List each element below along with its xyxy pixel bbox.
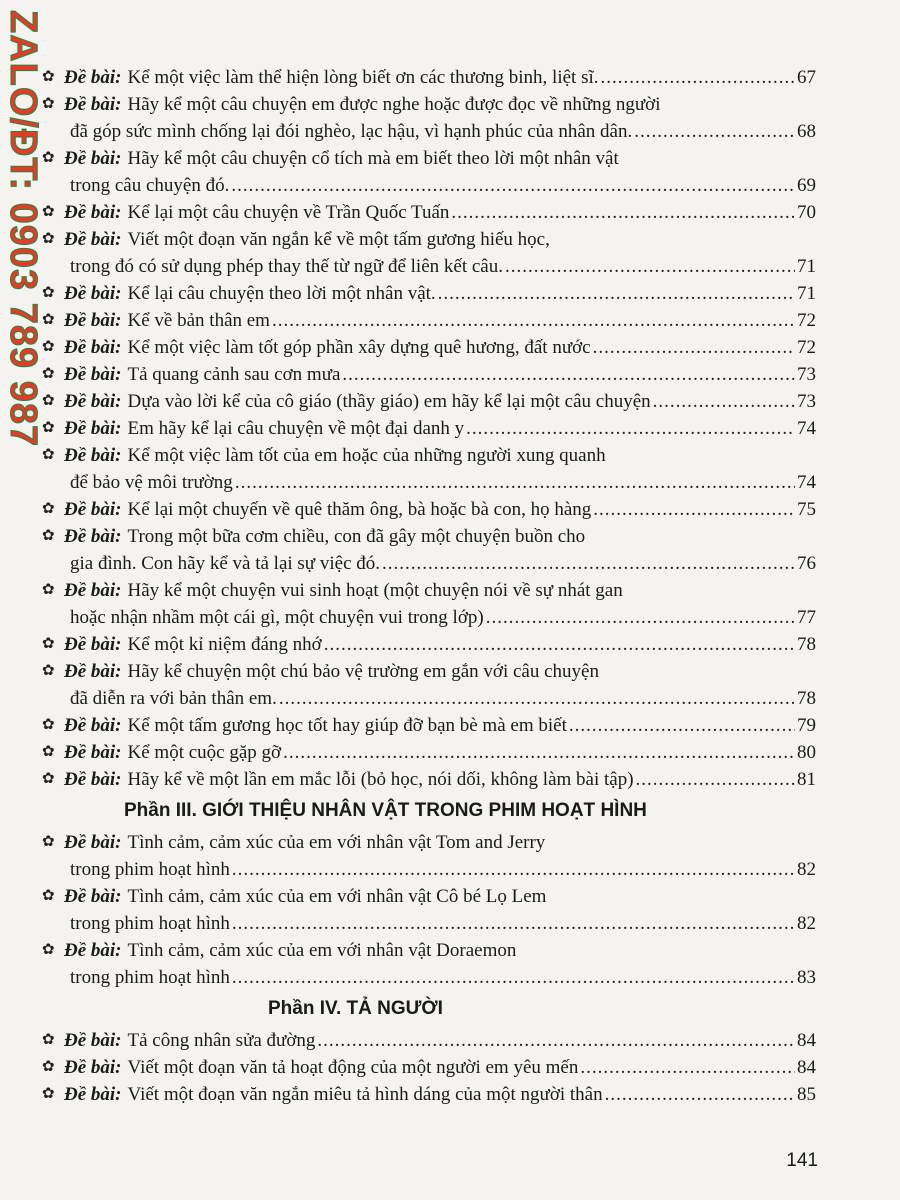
toc-entry (42, 496, 816, 523)
toc-entry (42, 91, 816, 145)
entry-label: Đề bài: (64, 742, 122, 763)
entry-page-number: 68 (797, 121, 816, 142)
entry-page-number: 82 (797, 913, 816, 934)
entry-page-number: 73 (797, 391, 816, 412)
entry-page-number: 80 (797, 742, 816, 763)
entry-label: Đề bài: (64, 715, 122, 736)
entry-page-number: 70 (797, 202, 816, 223)
dot-leader (283, 739, 795, 766)
entry-text: đã góp sức mình chống lại đói nghèo, lạc hậu, vì hạnh phúc của nhân dân. (70, 121, 633, 142)
dot-leader (451, 199, 795, 226)
entry-page-number: 79 (797, 715, 816, 736)
entry-label: Đề bài: (64, 418, 122, 439)
toc-entry-line (64, 172, 816, 199)
flower-bullet-icon: ✿ (42, 942, 55, 958)
flower-bullet-icon: ✿ (42, 69, 55, 85)
entry-page-number: 78 (797, 688, 816, 709)
entry-label: Đề bài: (64, 67, 122, 88)
entry-text: trong phim hoạt hình (70, 913, 230, 934)
flower-bullet-icon: ✿ (42, 150, 55, 166)
entry-text: trong phim hoạt hình (70, 859, 230, 880)
entry-text: đã diễn ra với bản thân em. (70, 688, 277, 709)
entry-label: Đề bài: (64, 202, 122, 223)
entry-text: gia đình. Con hãy kể và tả lại sự việc đó. (70, 553, 381, 574)
entry-label: Đề bài: (64, 391, 122, 412)
entry-label: Đề bài: (64, 1084, 122, 1105)
toc-entry (42, 1027, 816, 1054)
entry-list-part-ii (42, 64, 816, 793)
toc-entry-line (64, 361, 816, 388)
toc-entry (42, 307, 816, 334)
entry-text: Trong một bữa cơm chiều, con đã gây một chuyện buồn cho (127, 526, 586, 547)
toc-entry-line (64, 442, 816, 469)
entry-page-number: 82 (797, 859, 816, 880)
toc-entry-line (64, 766, 816, 793)
entry-page-number: 83 (797, 967, 816, 988)
toc-entry (42, 361, 816, 388)
entry-text: Hãy kể chuyện một chú bảo vệ trường em gắn với câu chuyện (127, 661, 599, 682)
entry-page-number: 74 (797, 472, 816, 493)
toc-entry-line (64, 1054, 816, 1081)
entry-label: Đề bài: (64, 499, 122, 520)
entry-label: Đề bài: (64, 832, 122, 853)
toc-entry (42, 712, 816, 739)
flower-bullet-icon: ✿ (42, 393, 55, 409)
entry-text: Viết một đoạn văn tả hoạt động của một người em yêu mến (127, 1057, 579, 1078)
toc-entry-line (64, 964, 816, 991)
flower-bullet-icon: ✿ (42, 231, 55, 247)
entry-label: Đề bài: (64, 580, 122, 601)
entry-page-number: 72 (797, 310, 816, 331)
toc-entry-line (64, 829, 816, 856)
entry-text: Kể lại câu chuyện theo lời một nhân vật. (127, 283, 436, 304)
flower-bullet-icon: ✿ (42, 1059, 55, 1075)
toc-entry-line (64, 280, 816, 307)
entry-text: Kể một việc làm thể hiện lòng biết ơn các thương binh, liệt sĩ. (127, 67, 599, 88)
toc-entry-line (64, 199, 816, 226)
toc-entry-line (64, 631, 816, 658)
toc-entry-line (64, 253, 816, 280)
entry-text: trong câu chuyện đó. (70, 175, 230, 196)
toc-entry-line (64, 910, 816, 937)
entry-label: Đề bài: (64, 445, 122, 466)
entry-page-number: 72 (797, 337, 816, 358)
toc-entry-line (64, 577, 816, 604)
entry-page-number: 81 (797, 769, 816, 790)
flower-bullet-icon: ✿ (42, 339, 55, 355)
toc-entry-line (64, 118, 816, 145)
entry-page-number: 71 (797, 283, 816, 304)
toc-entry-line (64, 496, 816, 523)
flower-bullet-icon: ✿ (42, 420, 55, 436)
toc-entry-line (64, 91, 816, 118)
toc-entry-line (64, 1027, 816, 1054)
dot-leader (232, 964, 795, 991)
toc-entry (42, 631, 816, 658)
watermark-phone: ZALO/ĐT: 0903 789 987 (2, 10, 44, 448)
entry-list-part-iii (42, 829, 816, 991)
entry-label: Đề bài: (64, 283, 122, 304)
toc-entry (42, 226, 816, 280)
flower-bullet-icon: ✿ (42, 888, 55, 904)
toc-entry (42, 1054, 816, 1081)
toc-entry (42, 388, 816, 415)
toc-entry (42, 145, 816, 199)
entry-text: Tả quang cảnh sau cơn mưa (127, 364, 341, 385)
entry-text: Kể một việc làm tốt của em hoặc của những người xung quanh (127, 445, 606, 466)
flower-bullet-icon: ✿ (42, 834, 55, 850)
toc-entry (42, 334, 816, 361)
toc-entry-line (64, 658, 816, 685)
toc-entry (42, 280, 816, 307)
entry-page-number: 85 (797, 1084, 816, 1105)
entry-text: Tình cảm, cảm xúc của em với nhân vật Doraemon (127, 940, 517, 961)
toc-entry (42, 64, 816, 91)
toc-entry-line (64, 523, 816, 550)
entry-page-number: 73 (797, 364, 816, 385)
toc-entry (42, 739, 816, 766)
toc-entry (42, 658, 816, 712)
flower-bullet-icon: ✿ (42, 582, 55, 598)
toc-entry-line (64, 937, 816, 964)
entry-text: Kể một kỉ niệm đáng nhớ (127, 634, 322, 655)
entry-label: Đề bài: (64, 769, 122, 790)
table-of-contents (42, 64, 816, 1108)
entry-text: Viết một đoạn văn ngắn kể về một tấm gương hiếu học, (127, 229, 550, 250)
dot-leader (324, 631, 795, 658)
entry-text: Viết một đoạn văn ngắn miêu tả hình dáng của một người thân (127, 1084, 603, 1105)
entry-label: Đề bài: (64, 634, 122, 655)
entry-list-part-iv (42, 1027, 816, 1108)
section-heading-part-iii: Phần III. GIỚI THIỆU NHÂN VẬT TRONG PHIM HOẠT HÌNH (124, 800, 647, 821)
toc-entry-line (64, 739, 816, 766)
entry-label: Đề bài: (64, 526, 122, 547)
entry-text: Hãy kể về một lần em mắc lỗi (bỏ học, nói dối, không làm bài tập) (127, 769, 634, 790)
dot-leader (636, 766, 795, 793)
entry-text: Kể lại một câu chuyện về Trần Quốc Tuấn (127, 202, 450, 223)
dot-leader (235, 469, 795, 496)
flower-bullet-icon: ✿ (42, 1032, 55, 1048)
page-number: 141 (786, 1150, 818, 1171)
dot-leader (569, 712, 795, 739)
flower-bullet-icon: ✿ (42, 312, 55, 328)
entry-text: hoặc nhận nhầm một cái gì, một chuyện vui trong lớp) (70, 607, 484, 628)
toc-entry-line (64, 415, 816, 442)
entry-label: Đề bài: (64, 337, 122, 358)
dot-leader (317, 1027, 795, 1054)
entry-text: Kể một việc làm tốt góp phần xây dựng quê hương, đất nước (127, 337, 591, 358)
toc-entry (42, 199, 816, 226)
toc-entry-line (64, 64, 816, 91)
entry-text: Kể về bản thân em (127, 310, 270, 331)
dot-leader (580, 1054, 795, 1081)
dot-leader (232, 910, 795, 937)
toc-entry (42, 1081, 816, 1108)
toc-entry-line (64, 1081, 816, 1108)
dot-leader (466, 415, 795, 442)
entry-text: Tình cảm, cảm xúc của em với nhân vật Tom and Jerry (127, 832, 546, 853)
toc-entry-line (64, 604, 816, 631)
entry-page-number: 75 (797, 499, 816, 520)
toc-entry-line (64, 388, 816, 415)
entry-text: Kể lại một chuyến về quê thăm ông, bà hoặc bà con, họ hàng (127, 499, 592, 520)
flower-bullet-icon: ✿ (42, 528, 55, 544)
toc-entry (42, 829, 816, 883)
toc-entry-line (64, 550, 816, 577)
flower-bullet-icon: ✿ (42, 1086, 55, 1102)
toc-entry-line (64, 307, 816, 334)
flower-bullet-icon: ✿ (42, 744, 55, 760)
entry-page-number: 74 (797, 418, 816, 439)
toc-entry-line (64, 712, 816, 739)
toc-entry (42, 883, 816, 937)
dot-leader (593, 496, 795, 523)
entry-text: trong đó có sử dụng phép thay thế từ ngữ để liên kết câu. (70, 256, 503, 277)
entry-page-number: 84 (797, 1057, 816, 1078)
toc-entry (42, 937, 816, 991)
entry-page-number: 67 (797, 67, 816, 88)
toc-entry-line (64, 685, 816, 712)
entry-page-number: 69 (797, 175, 816, 196)
entry-label: Đề bài: (64, 661, 122, 682)
dot-leader (279, 685, 795, 712)
entry-label: Đề bài: (64, 94, 122, 115)
dot-leader (232, 856, 795, 883)
entry-label: Đề bài: (64, 1057, 122, 1078)
entry-text: Hãy kể một chuyện vui sinh hoạt (một chuyện nói về sự nhát gan (127, 580, 623, 601)
dot-leader (653, 388, 795, 415)
toc-entry-line (64, 469, 816, 496)
toc-entry-line (64, 856, 816, 883)
flower-bullet-icon: ✿ (42, 204, 55, 220)
entry-text: Kể một tấm gương học tốt hay giúp đỡ bạn bè mà em biết (127, 715, 567, 736)
dot-leader (601, 64, 796, 91)
entry-label: Đề bài: (64, 1030, 122, 1051)
entry-label: Đề bài: (64, 886, 122, 907)
flower-bullet-icon: ✿ (42, 366, 55, 382)
flower-bullet-icon: ✿ (42, 663, 55, 679)
flower-bullet-icon: ✿ (42, 501, 55, 517)
dot-leader (605, 1081, 795, 1108)
flower-bullet-icon: ✿ (42, 447, 55, 463)
section-heading-part-iv: Phần IV. TẢ NGƯỜI (268, 998, 443, 1019)
toc-entry-line (64, 883, 816, 910)
flower-bullet-icon: ✿ (42, 771, 55, 787)
entry-page-number: 71 (797, 256, 816, 277)
toc-entry (42, 442, 816, 496)
entry-text: Em hãy kể lại câu chuyện về một đại danh y (127, 418, 465, 439)
toc-entry (42, 766, 816, 793)
entry-text: Kể một cuộc gặp gỡ (127, 742, 282, 763)
entry-page-number: 84 (797, 1030, 816, 1051)
entry-label: Đề bài: (64, 364, 122, 385)
toc-entry (42, 523, 816, 577)
entry-page-number: 77 (797, 607, 816, 628)
dot-leader (486, 604, 795, 631)
toc-entry (42, 577, 816, 631)
dot-leader (342, 361, 795, 388)
dot-leader (231, 172, 795, 199)
entry-text: Tình cảm, cảm xúc của em với nhân vật Cô bé Lọ Lem (127, 886, 547, 907)
dot-leader (382, 550, 795, 577)
entry-label: Đề bài: (64, 229, 122, 250)
toc-entry (42, 415, 816, 442)
flower-bullet-icon: ✿ (42, 285, 55, 301)
entry-page-number: 78 (797, 634, 816, 655)
entry-text: Tả công nhân sửa đường (127, 1030, 316, 1051)
entry-label: Đề bài: (64, 148, 122, 169)
entry-text: Dựa vào lời kể của cô giáo (thầy giáo) em hãy kể lại một câu chuyện (127, 391, 651, 412)
flower-bullet-icon: ✿ (42, 96, 55, 112)
entry-label: Đề bài: (64, 310, 122, 331)
dot-leader (505, 253, 795, 280)
dot-leader (634, 118, 795, 145)
dot-leader (593, 334, 795, 361)
entry-text: trong phim hoạt hình (70, 967, 230, 988)
flower-bullet-icon: ✿ (42, 717, 55, 733)
entry-label: Đề bài: (64, 940, 122, 961)
toc-entry-line (64, 334, 816, 361)
entry-page-number: 76 (797, 553, 816, 574)
entry-text: để bảo vệ môi trường (70, 472, 233, 493)
toc-entry-line (64, 226, 816, 253)
entry-text: Hãy kể một câu chuyện em được nghe hoặc được đọc về những người (127, 94, 661, 115)
toc-entry-line (64, 145, 816, 172)
dot-leader (272, 307, 795, 334)
entry-text: Hãy kể một câu chuyện cổ tích mà em biết theo lời một nhân vật (127, 148, 619, 169)
dot-leader (438, 280, 795, 307)
flower-bullet-icon: ✿ (42, 636, 55, 652)
